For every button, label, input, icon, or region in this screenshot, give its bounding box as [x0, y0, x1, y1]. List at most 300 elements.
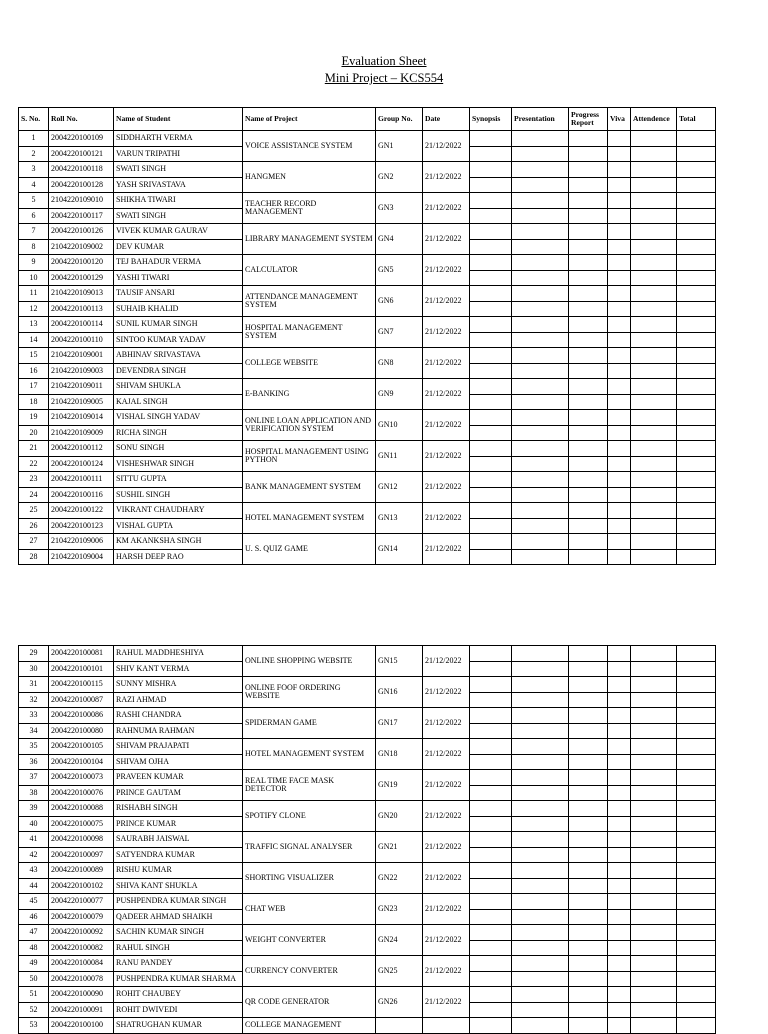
table-row: [19, 1018, 716, 1034]
presentation-cell: [512, 503, 569, 519]
viva-cell: [608, 239, 631, 255]
serial-number: 31: [19, 677, 49, 693]
roll-number: 2004220100116: [49, 487, 114, 503]
student-name: VARUN TRIPATHI: [114, 146, 243, 162]
progress-report-cell: [569, 708, 608, 724]
progress-report-cell: [569, 503, 608, 519]
presentation-cell: [512, 472, 569, 488]
project-name: LIBRARY MANAGEMENT SYSTEM: [243, 224, 376, 255]
roll-number: 2004220100091: [49, 1002, 114, 1018]
viva-cell: [608, 987, 631, 1003]
eval-date: 21/12/2022: [423, 708, 470, 739]
attendence-cell: [631, 832, 677, 848]
progress-report-cell: [569, 894, 608, 910]
synopsis-cell: [470, 956, 512, 972]
progress-report-cell: [569, 208, 608, 224]
student-name: RISHABH SINGH: [114, 801, 243, 817]
serial-number: 30: [19, 661, 49, 677]
viva-cell: [608, 131, 631, 147]
student-name: TAUSIF ANSARI: [114, 286, 243, 302]
eval-date: 21/12/2022: [423, 770, 470, 801]
presentation-cell: [512, 987, 569, 1003]
serial-number: 10: [19, 270, 49, 286]
synopsis-cell: [470, 270, 512, 286]
total-cell: [677, 255, 716, 271]
attendence-cell: [631, 410, 677, 426]
viva-cell: [608, 909, 631, 925]
total-cell: [677, 348, 716, 364]
total-cell: [677, 909, 716, 925]
synopsis-cell: [470, 146, 512, 162]
progress-report-cell: [569, 193, 608, 209]
project-name: ATTENDANCE MANAGEMENT SYSTEM: [243, 286, 376, 317]
total-cell: [677, 878, 716, 894]
project-name: REAL TIME FACE MASK DETECTOR: [243, 770, 376, 801]
roll-number: 2104220109014: [49, 410, 114, 426]
presentation-cell: [512, 131, 569, 147]
student-name: RAHUL SINGH: [114, 940, 243, 956]
serial-number: 32: [19, 692, 49, 708]
total-cell: [677, 410, 716, 426]
synopsis-cell: [470, 770, 512, 786]
eval-date: 21/12/2022: [423, 956, 470, 987]
presentation-cell: [512, 162, 569, 178]
student-name: SATYENDRA KUMAR: [114, 847, 243, 863]
serial-number: 51: [19, 987, 49, 1003]
total-cell: [677, 239, 716, 255]
serial-number: 43: [19, 863, 49, 879]
synopsis-cell: [470, 348, 512, 364]
attendence-cell: [631, 925, 677, 941]
column-header: Attendence: [631, 108, 677, 131]
serial-number: 47: [19, 925, 49, 941]
progress-report-cell: [569, 518, 608, 534]
column-header: Progress Report: [569, 108, 608, 131]
column-header: Viva: [608, 108, 631, 131]
eval-date: 21/12/2022: [423, 894, 470, 925]
viva-cell: [608, 286, 631, 302]
viva-cell: [608, 456, 631, 472]
attendence-cell: [631, 348, 677, 364]
column-header: Name of Project: [243, 108, 376, 131]
progress-report-cell: [569, 739, 608, 755]
presentation-cell: [512, 410, 569, 426]
roll-number: 2104220109001: [49, 348, 114, 364]
attendence-cell: [631, 549, 677, 565]
viva-cell: [608, 534, 631, 550]
eval-date: 21/12/2022: [423, 801, 470, 832]
eval-date: 21/12/2022: [423, 503, 470, 534]
student-name: SUNNY MISHRA: [114, 677, 243, 693]
eval-date: 21/12/2022: [423, 410, 470, 441]
serial-number: 11: [19, 286, 49, 302]
total-cell: [677, 549, 716, 565]
synopsis-cell: [470, 441, 512, 457]
attendence-cell: [631, 456, 677, 472]
attendence-cell: [631, 863, 677, 879]
attendence-cell: [631, 441, 677, 457]
roll-number: 2104220109009: [49, 425, 114, 441]
student-name: DEV KUMAR: [114, 239, 243, 255]
roll-number: 2004220100126: [49, 224, 114, 240]
table-row: [19, 677, 716, 693]
total-cell: [677, 317, 716, 333]
roll-number: 2004220100077: [49, 894, 114, 910]
progress-report-cell: [569, 425, 608, 441]
student-name: SWATI SINGH: [114, 162, 243, 178]
total-cell: [677, 456, 716, 472]
roll-number: 2104220109003: [49, 363, 114, 379]
viva-cell: [608, 208, 631, 224]
project-name: SHORTING VISUALIZER: [243, 863, 376, 894]
project-name: SPIDERMAN GAME: [243, 708, 376, 739]
viva-cell: [608, 770, 631, 786]
presentation-cell: [512, 1018, 569, 1034]
roll-number: 2004220100105: [49, 739, 114, 755]
attendence-cell: [631, 770, 677, 786]
presentation-cell: [512, 785, 569, 801]
roll-number: 2004220100090: [49, 987, 114, 1003]
eval-date: [423, 1018, 470, 1034]
table-row: [19, 224, 716, 240]
group-number: GN18: [376, 739, 423, 770]
table-row: [19, 925, 716, 941]
eval-date: 21/12/2022: [423, 193, 470, 224]
attendence-cell: [631, 131, 677, 147]
group-number: GN15: [376, 646, 423, 677]
synopsis-cell: [470, 456, 512, 472]
viva-cell: [608, 487, 631, 503]
student-name: PRINCE GAUTAM: [114, 785, 243, 801]
progress-report-cell: [569, 785, 608, 801]
roll-number: 2004220100075: [49, 816, 114, 832]
roll-number: 2104220109011: [49, 379, 114, 395]
progress-report-cell: [569, 940, 608, 956]
table-row: [19, 472, 716, 488]
student-name: VIKRANT CHAUDHARY: [114, 503, 243, 519]
attendence-cell: [631, 739, 677, 755]
presentation-cell: [512, 286, 569, 302]
synopsis-cell: [470, 847, 512, 863]
student-name: DEVENDRA SINGH: [114, 363, 243, 379]
viva-cell: [608, 646, 631, 662]
column-header: Roll No.: [49, 108, 114, 131]
roll-number: 2004220100118: [49, 162, 114, 178]
student-name: QADEER AHMAD SHAIKH: [114, 909, 243, 925]
eval-date: 21/12/2022: [423, 863, 470, 894]
progress-report-cell: [569, 816, 608, 832]
table-row: [19, 832, 716, 848]
attendence-cell: [631, 487, 677, 503]
attendence-cell: [631, 1018, 677, 1034]
project-name: WEIGHT CONVERTER: [243, 925, 376, 956]
roll-number: 2004220100098: [49, 832, 114, 848]
total-cell: [677, 971, 716, 987]
roll-number: 2004220100101: [49, 661, 114, 677]
synopsis-cell: [470, 487, 512, 503]
presentation-cell: [512, 661, 569, 677]
student-name: KM AKANKSHA SINGH: [114, 534, 243, 550]
progress-report-cell: [569, 363, 608, 379]
total-cell: [677, 677, 716, 693]
synopsis-cell: [470, 410, 512, 426]
group-number: GN21: [376, 832, 423, 863]
synopsis-cell: [470, 1018, 512, 1034]
serial-number: 36: [19, 754, 49, 770]
synopsis-cell: [470, 646, 512, 662]
table-row: [19, 801, 716, 817]
student-name: RAZI AHMAD: [114, 692, 243, 708]
presentation-cell: [512, 894, 569, 910]
total-cell: [677, 441, 716, 457]
attendence-cell: [631, 363, 677, 379]
attendence-cell: [631, 518, 677, 534]
presentation-cell: [512, 971, 569, 987]
synopsis-cell: [470, 379, 512, 395]
project-name: BANK MANAGEMENT SYSTEM: [243, 472, 376, 503]
table-row: [19, 162, 716, 178]
progress-report-cell: [569, 394, 608, 410]
student-name: SHIVAM PRAJAPATI: [114, 739, 243, 755]
total-cell: [677, 801, 716, 817]
group-number: GN26: [376, 987, 423, 1018]
presentation-cell: [512, 239, 569, 255]
progress-report-cell: [569, 456, 608, 472]
student-name: PRAVEEN KUMAR: [114, 770, 243, 786]
progress-report-cell: [569, 487, 608, 503]
synopsis-cell: [470, 534, 512, 550]
synopsis-cell: [470, 677, 512, 693]
progress-report-cell: [569, 646, 608, 662]
roll-number: 2104220109004: [49, 549, 114, 565]
column-header: S. No.: [19, 108, 49, 131]
attendence-cell: [631, 971, 677, 987]
project-name: COLLEGE MANAGEMENT: [243, 1018, 376, 1034]
student-name: VISHAL SINGH YADAV: [114, 410, 243, 426]
eval-date: 21/12/2022: [423, 131, 470, 162]
evaluation-table-top: [18, 107, 716, 565]
student-name: RAHUL MADDHESHIYA: [114, 646, 243, 662]
viva-cell: [608, 518, 631, 534]
eval-date: 21/12/2022: [423, 987, 470, 1018]
group-number: GN19: [376, 770, 423, 801]
group-number: GN7: [376, 317, 423, 348]
eval-date: 21/12/2022: [423, 925, 470, 956]
total-cell: [677, 131, 716, 147]
attendence-cell: [631, 503, 677, 519]
roll-number: 2004220100110: [49, 332, 114, 348]
synopsis-cell: [470, 801, 512, 817]
progress-report-cell: [569, 1018, 608, 1034]
attendence-cell: [631, 472, 677, 488]
total-cell: [677, 863, 716, 879]
student-name: RANU PANDEY: [114, 956, 243, 972]
table-row: [19, 286, 716, 302]
serial-number: 18: [19, 394, 49, 410]
attendence-cell: [631, 239, 677, 255]
student-name: SAURABH JAISWAL: [114, 832, 243, 848]
attendence-cell: [631, 317, 677, 333]
roll-number: 2004220100124: [49, 456, 114, 472]
progress-report-cell: [569, 549, 608, 565]
synopsis-cell: [470, 894, 512, 910]
progress-report-cell: [569, 332, 608, 348]
presentation-cell: [512, 863, 569, 879]
presentation-cell: [512, 925, 569, 941]
total-cell: [677, 224, 716, 240]
progress-report-cell: [569, 863, 608, 879]
viva-cell: [608, 379, 631, 395]
viva-cell: [608, 878, 631, 894]
viva-cell: [608, 754, 631, 770]
serial-number: 38: [19, 785, 49, 801]
project-name: CHAT WEB: [243, 894, 376, 925]
viva-cell: [608, 816, 631, 832]
total-cell: [677, 925, 716, 941]
roll-number: 2004220100086: [49, 708, 114, 724]
viva-cell: [608, 472, 631, 488]
roll-number: 2004220100078: [49, 971, 114, 987]
roll-number: 2004220100112: [49, 441, 114, 457]
viva-cell: [608, 739, 631, 755]
progress-report-cell: [569, 956, 608, 972]
student-name: SHIKHA TIWARI: [114, 193, 243, 209]
roll-number: 2004220100097: [49, 847, 114, 863]
student-name: SWATI SINGH: [114, 208, 243, 224]
progress-report-cell: [569, 770, 608, 786]
group-number: GN23: [376, 894, 423, 925]
progress-report-cell: [569, 677, 608, 693]
attendence-cell: [631, 208, 677, 224]
student-name: ABHINAV SRIVASTAVA: [114, 348, 243, 364]
viva-cell: [608, 503, 631, 519]
viva-cell: [608, 832, 631, 848]
roll-number: 2004220100111: [49, 472, 114, 488]
synopsis-cell: [470, 708, 512, 724]
synopsis-cell: [470, 909, 512, 925]
attendence-cell: [631, 847, 677, 863]
sheet-title: Evaluation Sheet: [341, 54, 427, 68]
eval-date: 21/12/2022: [423, 646, 470, 677]
student-name: SHIVA KANT SHUKLA: [114, 878, 243, 894]
attendence-cell: [631, 379, 677, 395]
student-name: VISHESHWAR SINGH: [114, 456, 243, 472]
roll-number: 2004220100079: [49, 909, 114, 925]
student-name: TEJ BAHADUR VERMA: [114, 255, 243, 271]
project-name: COLLEGE WEBSITE: [243, 348, 376, 379]
group-number: GN17: [376, 708, 423, 739]
presentation-cell: [512, 692, 569, 708]
total-cell: [677, 1002, 716, 1018]
total-cell: [677, 503, 716, 519]
synopsis-cell: [470, 692, 512, 708]
roll-number: 2004220100073: [49, 770, 114, 786]
attendence-cell: [631, 224, 677, 240]
progress-report-cell: [569, 441, 608, 457]
student-name: RISHU KUMAR: [114, 863, 243, 879]
viva-cell: [608, 270, 631, 286]
presentation-cell: [512, 878, 569, 894]
progress-report-cell: [569, 987, 608, 1003]
viva-cell: [608, 425, 631, 441]
viva-cell: [608, 661, 631, 677]
synopsis-cell: [470, 472, 512, 488]
student-name: HARSH DEEP RAO: [114, 549, 243, 565]
attendence-cell: [631, 909, 677, 925]
header-row: [19, 108, 716, 131]
synopsis-cell: [470, 363, 512, 379]
group-number: GN3: [376, 193, 423, 224]
serial-number: 2: [19, 146, 49, 162]
serial-number: 5: [19, 193, 49, 209]
column-header: Name of Student: [114, 108, 243, 131]
student-name: SITTU GUPTA: [114, 472, 243, 488]
roll-number: 2004220100082: [49, 940, 114, 956]
presentation-cell: [512, 394, 569, 410]
serial-number: 9: [19, 255, 49, 271]
presentation-cell: [512, 770, 569, 786]
group-number: GN12: [376, 472, 423, 503]
column-header: Total: [677, 108, 716, 131]
viva-cell: [608, 723, 631, 739]
synopsis-cell: [470, 987, 512, 1003]
synopsis-cell: [470, 286, 512, 302]
eval-date: 21/12/2022: [423, 379, 470, 410]
eval-date: 21/12/2022: [423, 472, 470, 503]
total-cell: [677, 723, 716, 739]
presentation-cell: [512, 208, 569, 224]
presentation-cell: [512, 317, 569, 333]
student-name: SUSHIL SINGH: [114, 487, 243, 503]
presentation-cell: [512, 754, 569, 770]
presentation-cell: [512, 909, 569, 925]
roll-number: 2004220100102: [49, 878, 114, 894]
project-name: U. S. QUIZ GAME: [243, 534, 376, 565]
viva-cell: [608, 956, 631, 972]
progress-report-cell: [569, 131, 608, 147]
serial-number: 25: [19, 503, 49, 519]
table-row: [19, 646, 716, 662]
student-name: SONU SINGH: [114, 441, 243, 457]
group-number: GN10: [376, 410, 423, 441]
roll-number: 2004220100129: [49, 270, 114, 286]
viva-cell: [608, 925, 631, 941]
total-cell: [677, 301, 716, 317]
student-name: YASHI TIWARI: [114, 270, 243, 286]
viva-cell: [608, 146, 631, 162]
roll-number: 2004220100123: [49, 518, 114, 534]
eval-date: 21/12/2022: [423, 441, 470, 472]
group-number: GN24: [376, 925, 423, 956]
project-name: ONLINE SHOPPING WEBSITE: [243, 646, 376, 677]
serial-number: 52: [19, 1002, 49, 1018]
roll-number: 2004220100117: [49, 208, 114, 224]
progress-report-cell: [569, 925, 608, 941]
synopsis-cell: [470, 754, 512, 770]
synopsis-cell: [470, 255, 512, 271]
eval-date: 21/12/2022: [423, 832, 470, 863]
progress-report-cell: [569, 971, 608, 987]
roll-number: 2104220109006: [49, 534, 114, 550]
group-number: GN16: [376, 677, 423, 708]
sheet-subtitle: Mini Project – KCS554: [324, 71, 444, 85]
progress-report-cell: [569, 146, 608, 162]
attendence-cell: [631, 661, 677, 677]
table-row: [19, 894, 716, 910]
progress-report-cell: [569, 301, 608, 317]
group-number: GN5: [376, 255, 423, 286]
project-name: CURRENCY CONVERTER: [243, 956, 376, 987]
